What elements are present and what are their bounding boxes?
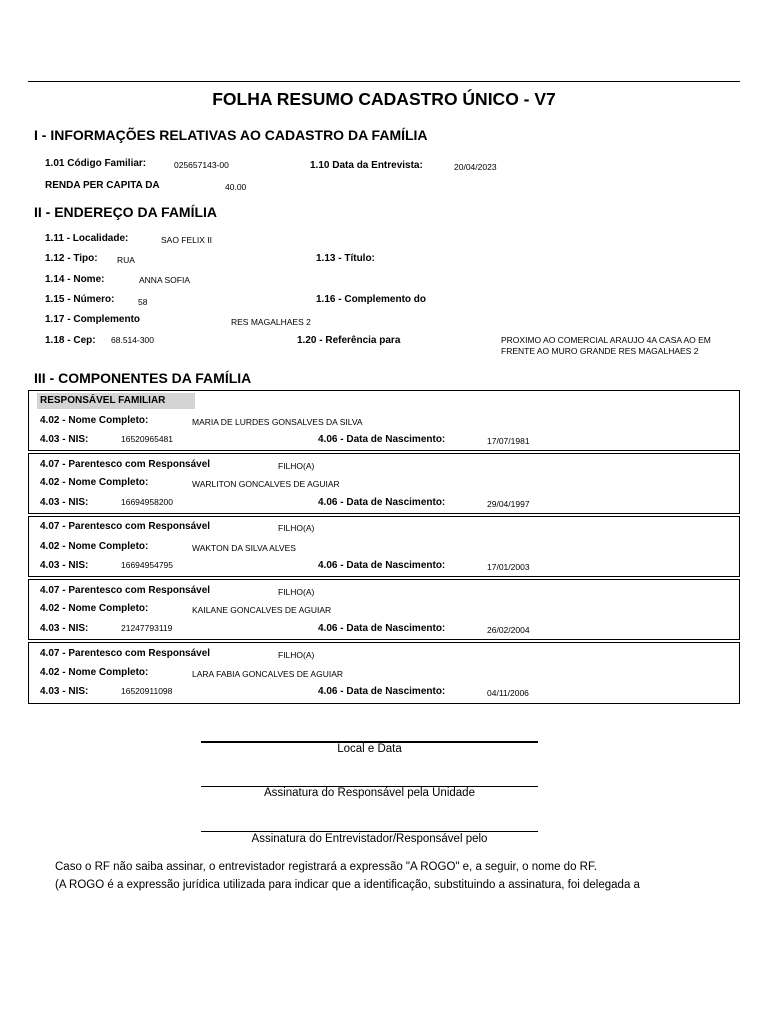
responsavel-unidade-caption: Assinatura do Responsável pela Unidade bbox=[264, 787, 475, 799]
member-3-nome-value: WAKTON DA SILVA ALVES bbox=[192, 543, 296, 553]
member-2-parentesco-label: 4.07 - Parentesco com Responsável bbox=[40, 459, 211, 470]
tipo-label: 1.12 - Tipo: bbox=[45, 253, 98, 264]
signature-line-entrevistador bbox=[201, 831, 538, 832]
member-1-nis-value: 16520965481 bbox=[121, 434, 174, 444]
page-title: FOLHA RESUMO CADASTRO ÚNICO - V7 bbox=[212, 89, 556, 109]
section-1-heading: I - INFORMAÇÕES RELATIVAS AO CADASTRO DA FAMÍLIA bbox=[34, 127, 428, 143]
renda-value: 40.00 bbox=[225, 182, 247, 192]
referencia-label: 1.20 - Referência para bbox=[297, 335, 401, 346]
numero-value: 58 bbox=[138, 297, 148, 307]
member-1-nascimento-value: 17/07/1981 bbox=[487, 436, 530, 446]
member-3-parentesco-label: 4.07 - Parentesco com Responsável bbox=[40, 521, 211, 532]
member-4-nascimento-value: 26/02/2004 bbox=[487, 625, 530, 635]
section-3-heading: III - COMPONENTES DA FAMÍLIA bbox=[34, 370, 252, 386]
member-3-nis-value: 16694954795 bbox=[121, 560, 174, 570]
nome-rua-label: 1.14 - Nome: bbox=[45, 274, 105, 285]
member-5-parentesco-value: FILHO(A) bbox=[278, 650, 315, 660]
member-2-nascimento-label: 4.06 - Data de Nascimento: bbox=[318, 497, 446, 508]
member-4-nome-label: 4.02 - Nome Completo: bbox=[40, 603, 149, 614]
member-2-nis-label: 4.03 - NIS: bbox=[40, 497, 89, 508]
responsavel-label: RESPONSÁVEL FAMILIAR bbox=[40, 395, 166, 406]
member-4-parentesco-label: 4.07 - Parentesco com Responsável bbox=[40, 585, 211, 596]
member-2-nome-label: 4.02 - Nome Completo: bbox=[40, 477, 149, 488]
member-4-parentesco-value: FILHO(A) bbox=[278, 587, 315, 597]
member-2-nome-value: WARLITON GONCALVES DE AGUIAR bbox=[192, 479, 340, 489]
member-3-nascimento-value: 17/01/2003 bbox=[487, 562, 530, 572]
member-3-parentesco-value: FILHO(A) bbox=[278, 523, 315, 533]
referencia-line-2: FRENTE AO MURO GRANDE RES MAGALHAES 2 bbox=[501, 346, 699, 356]
data-entrevista-label: 1.10 Data da Entrevista: bbox=[310, 160, 423, 171]
member-4-nis-label: 4.03 - NIS: bbox=[40, 623, 89, 634]
complemento-label: 1.17 - Complemento bbox=[45, 314, 141, 325]
member-5-nis-label: 4.03 - NIS: bbox=[40, 686, 89, 697]
titulo-label: 1.13 - Título: bbox=[316, 253, 375, 264]
member-1-nome-label: 4.02 - Nome Completo: bbox=[40, 415, 149, 426]
tipo-value: RUA bbox=[117, 255, 135, 265]
member-2-parentesco-value: FILHO(A) bbox=[278, 461, 315, 471]
codigo-familiar-value: 025657143-00 bbox=[174, 160, 229, 170]
member-2-nis-value: 16694958200 bbox=[121, 497, 174, 507]
data-entrevista-value: 20/04/2023 bbox=[454, 162, 497, 172]
member-1-nis-label: 4.03 - NIS: bbox=[40, 434, 89, 445]
member-2-nascimento-value: 29/04/1997 bbox=[487, 499, 530, 509]
codigo-familiar-label: 1.01 Código Familiar: bbox=[45, 158, 147, 169]
member-3-nis-label: 4.03 - NIS: bbox=[40, 560, 89, 571]
member-3-nascimento-label: 4.06 - Data de Nascimento: bbox=[318, 560, 446, 571]
footer-note-2: (A ROGO é a expressão jurídica utilizada para indicar que a identificação, substituindo a assinatura, foi delegada a bbox=[55, 879, 640, 891]
member-4-nome-value: KAILANE GONCALVES DE AGUIAR bbox=[192, 605, 332, 615]
cep-label: 1.18 - Cep: bbox=[45, 335, 96, 346]
referencia-line-1: PROXIMO AO COMERCIAL ARAUJO 4A CASA AO EM bbox=[501, 335, 711, 345]
member-5-nis-value: 16520911098 bbox=[121, 686, 173, 696]
member-1-nome-value: MARIA DE LURDES GONSALVES DA SILVA bbox=[192, 417, 363, 427]
localidade-label: 1.11 - Localidade: bbox=[45, 233, 129, 244]
complemento-value: RES MAGALHAES 2 bbox=[231, 317, 311, 327]
member-5-nascimento-value: 04/11/2006 bbox=[487, 688, 529, 698]
member-5-nome-label: 4.02 - Nome Completo: bbox=[40, 667, 149, 678]
footer-note-1: Caso o RF não saiba assinar, o entrevistador registrará a expressão "A ROGO" e, a seguir, o nome do RF. bbox=[55, 861, 597, 873]
member-1-nascimento-label: 4.06 - Data de Nascimento: bbox=[318, 434, 446, 445]
section-2-heading: II - ENDEREÇO DA FAMÍLIA bbox=[34, 204, 218, 220]
complemento-do-label: 1.16 - Complemento do bbox=[316, 294, 427, 305]
local-data-caption: Local e Data bbox=[337, 743, 402, 755]
top-rule bbox=[28, 81, 740, 82]
member-3-nome-label: 4.02 - Nome Completo: bbox=[40, 541, 149, 552]
renda-label: RENDA PER CAPITA DA bbox=[45, 180, 160, 191]
cep-value: 68.514-300 bbox=[111, 335, 155, 345]
numero-label: 1.15 - Número: bbox=[45, 294, 115, 305]
member-4-nascimento-label: 4.06 - Data de Nascimento: bbox=[318, 623, 446, 634]
member-5-parentesco-label: 4.07 - Parentesco com Responsável bbox=[40, 648, 211, 659]
entrevistador-caption: Assinatura do Entrevistador/Responsável pelo bbox=[251, 833, 488, 845]
member-5-nascimento-label: 4.06 - Data de Nascimento: bbox=[318, 686, 446, 697]
member-5-nome-value: LARA FABIA GONCALVES DE AGUIAR bbox=[192, 669, 344, 679]
member-4-nis-value: 21247793119 bbox=[121, 623, 173, 633]
localidade-value: SAO FELIX II bbox=[161, 235, 213, 245]
nome-rua-value: ANNA SOFIA bbox=[139, 275, 191, 285]
